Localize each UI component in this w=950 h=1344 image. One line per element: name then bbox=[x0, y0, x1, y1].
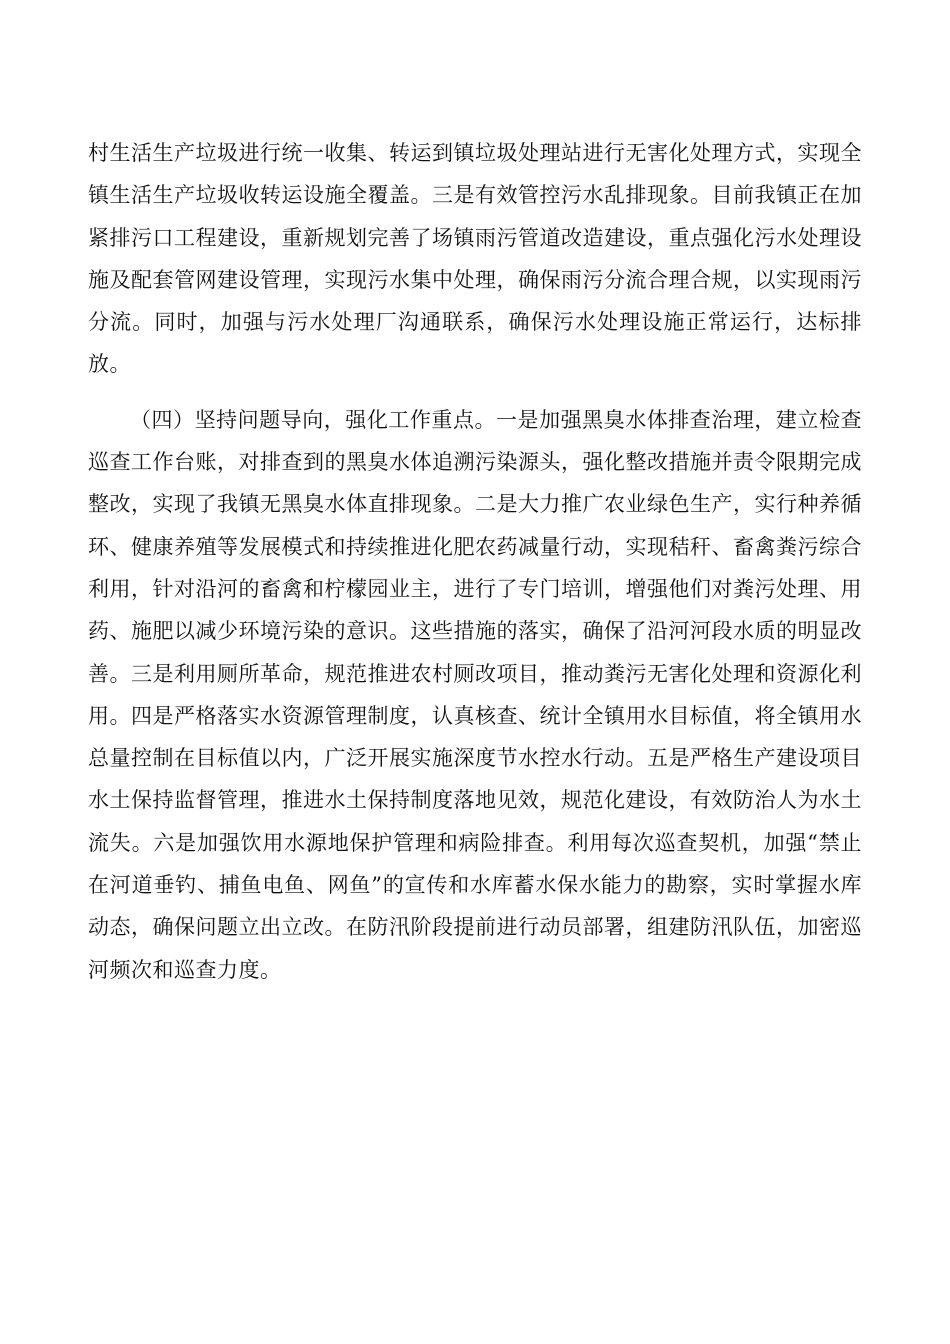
document-body bbox=[88, 132, 862, 991]
paragraph-continued: 村生活生产垃圾进行统一收集、转运到镇垃圾处理站进行无害化处理方式，实现全镇生活生产垃圾收转运设施全覆盖。三是有效管控污水乱排现象。目前我镇正在加紧排污口工程建设，重新规划完善了场镇雨污管道改造建设，重点强化污水处理设施及配套管网建设管理，实现污水集中处理，确保雨污分流合理合规，以实现雨污分流。同时，加强与污水处理厂沟通联系，确保污水处理设施正常运行，达标排放。 bbox=[88, 141, 862, 377]
paragraph-section-four: （四）坚持问题导向，强化工作重点。一是加强黑臭水体排查治理，建立检查巡查工作台账，对排查到的黑臭水体追溯污染源头，强化整改措施并责令限期完成整改，实现了我镇无黑臭水体直排现象。二是大力推广农业绿色生产，实行种养循环、健康养殖等发展模式和持续推进化肥农药减量行动，实现秸秆、畜禽粪污综合利用，针对沿河的畜禽和柠檬园业主，进行了专门培训，增强他们对粪污处理、用药、施肥以减少环境污染的意识。这些措施的落实，确保了沿河河段水质的明显改善。三是利用厕所革命，规范推进农村厕改项目，推动粪污无害化处理和资源化利用。四是严格落实水资源管理制度，认真核查、统计全镇用水目标值，将全镇用水总量控制在目标值以内，广泛开展实施深度节水控水行动。五是严格生产建设项目水土保持监督管理，推进水土保持制度落地见效，规范化建设，有效防治人为水土流失。六是加强饮用水源地保护管理和病险排查。利用每次巡查契机，加强“禁止在河道垂钓、捕鱼电鱼、网鱼”的宣传和水库蓄水保水能力的勘察，实时掌握水库动态，确保问题立出立改。在防汛阶段提前进行动员部署，组建防汛队伍，加密巡河频次和巡查力度。 bbox=[88, 407, 862, 982]
